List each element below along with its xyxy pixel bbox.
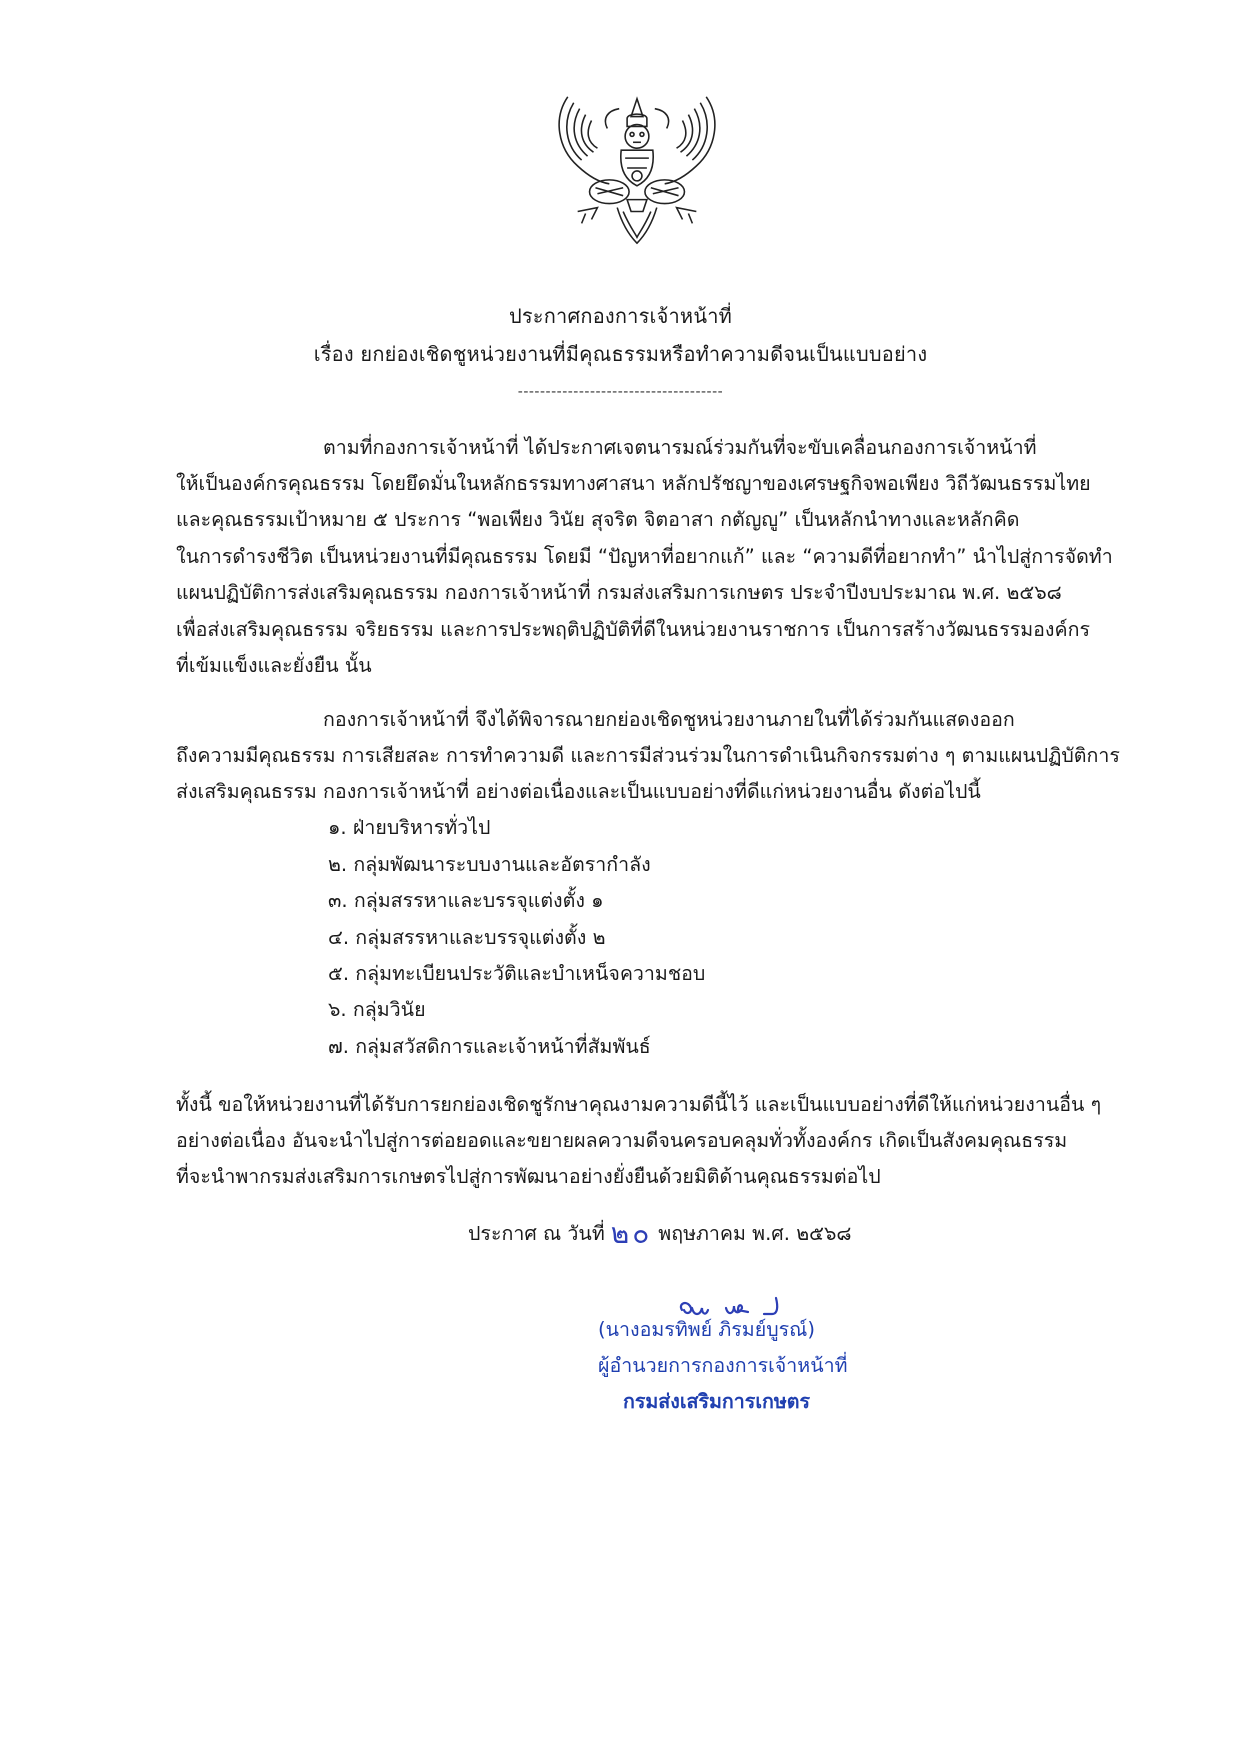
unit-list-item: ๖. กลุ่มวินัย (328, 998, 426, 1021)
garuda-emblem-icon (548, 88, 726, 248)
paragraph-3-line: ที่จะนำพากรมส่งเสริมการเกษตรไปสู่การพัฒนาอย่างยั่งยืนด้วยมิติด้านคุณธรรมต่อไป (176, 1165, 881, 1188)
signatory-name: (นางอมรทิพย์ ภิรมย์บูรณ์) (598, 1318, 815, 1341)
date-suffix: พฤษภาคม พ.ศ. ๒๕๖๘ (658, 1222, 852, 1245)
paragraph-1-line: ในการดำรงชีวิต เป็นหน่วยงานที่มีคุณธรรม โดยมี “ปัญหาที่อยากแก้” และ “ความดีที่อยากทำ” นำไปสู่การจัดทำ (176, 545, 1113, 568)
paragraph-1-line: แผนปฏิบัติการส่งเสริมคุณธรรม กองการเจ้าหน้าที่ กรมส่งเสริมการเกษตร ประจำปีงบประมาณ พ.ศ. ๒๕๖๘ (176, 581, 1062, 604)
paragraph-1-line: ตามที่กองการเจ้าหน้าที่ ได้ประกาศเจตนารมณ์ร่วมกันที่จะขับเคลื่อนกองการเจ้าหน้าที่ (323, 436, 1037, 459)
unit-list-item: ๓. กลุ่มสรรหาและบรรจุแต่งตั้ง ๑ (328, 889, 604, 912)
date-day-handwritten: ๒๐ (610, 1217, 653, 1250)
signatory-position: ผู้อำนวยการกองการเจ้าหน้าที่ (598, 1354, 848, 1377)
paragraph-3-line: อย่างต่อเนื่อง อันจะนำไปสู่การต่อยอดและขยายผลความดีจนครอบคลุมทั่วทั้งองค์กร เกิดเป็นสังคมคุณธรรม (176, 1129, 1068, 1152)
unit-list-item: ๔. กลุ่มสรรหาและบรรจุแต่งตั้ง ๒ (328, 926, 606, 949)
announcement-subject: เรื่อง ยกย่องเชิดชูหน่วยงานที่มีคุณธรรมหรือทำความดีจนเป็นแบบอย่าง (313, 342, 928, 366)
paragraph-1-line: และคุณธรรมเป้าหมาย ๕ ประการ “พอเพียง วินัย สุจริต จิตอาสา กตัญญู” เป็นหลักนำทางและหลักคิด (176, 508, 1020, 531)
unit-list-item: ๑. ฝ่ายบริหารทั่วไป (328, 816, 491, 839)
paragraph-3-line: ทั้งนี้ ขอให้หน่วยงานที่ได้รับการยกย่องเชิดชูรักษาคุณงามความดีนี้ไว้ และเป็นแบบอย่างที่ดีให้แก่หน่วยงานอื่น ๆ (176, 1093, 1102, 1116)
signatory-department: กรมส่งเสริมการเกษตร (623, 1390, 811, 1413)
date-prefix: ประกาศ ณ วันที่ (468, 1222, 605, 1245)
paragraph-2-line: ถึงความมีคุณธรรม การเสียสละ การทำความดี และการมีส่วนร่วมในการดำเนินกิจกรรมต่าง ๆ ตามแผนปฏิบัติการ (176, 744, 1120, 767)
unit-list-item: ๕. กลุ่มทะเบียนประวัติและบำเหน็จความชอบ (328, 962, 706, 985)
unit-list-item: ๗. กลุ่มสวัสดิการและเจ้าหน้าที่สัมพันธ์ (328, 1035, 651, 1058)
announcement-title: ประกาศกองการเจ้าหน้าที่ (508, 304, 733, 328)
paragraph-1-line: ให้เป็นองค์กรคุณธรรม โดยยึดมั่นในหลักธรรมทางศาสนา หลักปรัชญาของเศรษฐกิจพอเพียง วิถีวัฒนธรรมไทย (176, 472, 1091, 495)
paragraph-2-line: ส่งเสริมคุณธรรม กองการเจ้าหน้าที่ อย่างต่อเนื่องและเป็นแบบอย่างที่ดีแก่หน่วยงานอื่น ดังต่อไปนี้ (176, 780, 981, 803)
paragraph-1-line: ที่เข้มแข็งและยั่งยืน นั้น (176, 654, 372, 677)
unit-list-item: ๒. กลุ่มพัฒนาระบบงานและอัตรากำลัง (328, 853, 651, 876)
announcement-date (468, 1217, 852, 1250)
paragraph-1-line: เพื่อส่งเสริมคุณธรรม จริยธรรม และการประพฤติปฏิบัติที่ดีในหน่วยงานราชการ เป็นการสร้างวัฒนธรรมองค์กร (176, 618, 1090, 641)
paragraph-2-line: กองการเจ้าหน้าที่ จึงได้พิจารณายกย่องเชิดชูหน่วยงานภายในที่ได้ร่วมกันแสดงออก (323, 708, 1015, 731)
heading-divider: ------------------------------------- (517, 384, 724, 400)
